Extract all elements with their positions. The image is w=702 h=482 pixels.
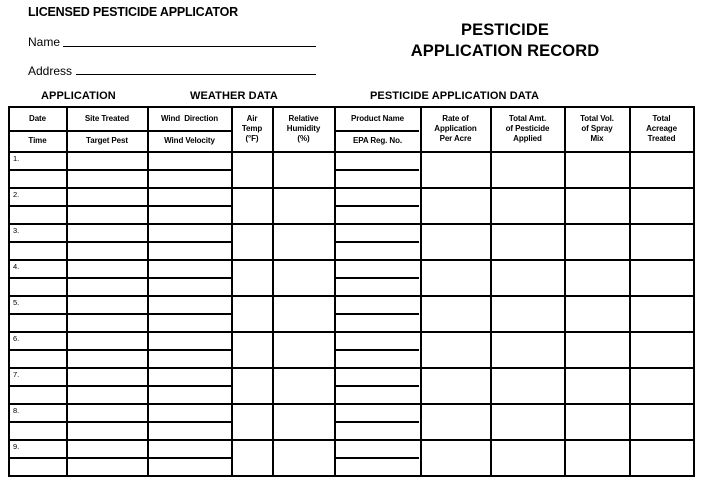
record-cell-site-target-top[interactable] [68, 153, 148, 170]
record-cell-product-epa-bottom[interactable] [336, 315, 421, 332]
record-cell-site-target-bottom[interactable] [68, 171, 148, 188]
record-cell-product-epa-bottom[interactable] [336, 387, 421, 404]
record-cell-total-vol[interactable] [566, 189, 630, 224]
record-cell-wind-top[interactable] [149, 333, 232, 350]
form-title-line-1: PESTICIDE [460, 21, 549, 39]
record-cell-date-time-top[interactable] [10, 441, 67, 458]
section-label-pesticide: PESTICIDE APPLICATION DATA [370, 90, 540, 102]
record-cell-wind-bottom[interactable] [149, 459, 232, 476]
record-cell-site-target-top[interactable] [68, 333, 148, 350]
record-cell-wind-top[interactable] [149, 153, 232, 170]
record-cell-total-amt[interactable] [492, 297, 565, 332]
record-cell-site-target-bottom[interactable] [68, 351, 148, 368]
col-header-total-acreage: Total Acreage Treated [646, 114, 677, 143]
record-cell-acreage[interactable] [631, 441, 694, 476]
record-cell-site-target-bottom[interactable] [68, 423, 148, 440]
record-cell-humidity[interactable] [274, 297, 335, 332]
record-number: 1. [13, 154, 20, 163]
record-cell-air-temp[interactable] [233, 153, 273, 188]
record-cell-total-amt[interactable] [492, 333, 565, 368]
record-cell-site-target-bottom[interactable] [68, 315, 148, 332]
record-cell-air-temp[interactable] [233, 189, 273, 224]
record-cell-site-target-bottom[interactable] [68, 243, 148, 260]
record-cell-acreage[interactable] [631, 333, 694, 368]
record-cell-site-target-bottom[interactable] [68, 207, 148, 224]
record-cell-site-target-top[interactable] [68, 441, 148, 458]
record-cell-humidity[interactable] [274, 369, 335, 404]
record-cell-date-time-top[interactable] [10, 333, 67, 350]
record-cell-site-target-top[interactable] [68, 261, 148, 278]
header-split-line [334, 130, 419, 132]
record-cell-wind-top[interactable] [149, 297, 232, 314]
header-split-line [8, 130, 66, 132]
record-cell-total-vol[interactable] [566, 441, 630, 476]
col-header-wind-direction: Wind Direction [160, 113, 219, 123]
record-cell-date-time-bottom[interactable] [10, 279, 67, 296]
col-header-product-name: Product Name [350, 113, 405, 123]
table-top-border [8, 106, 695, 108]
record-cell-total-vol[interactable] [566, 369, 630, 404]
record-cell-total-vol[interactable] [566, 261, 630, 296]
record-cell-product-epa-bottom[interactable] [336, 423, 421, 440]
record-cell-product-epa-bottom[interactable] [336, 351, 421, 368]
record-cell-site-target-bottom[interactable] [68, 459, 148, 476]
record-cell-wind-bottom[interactable] [149, 387, 232, 404]
record-number: 3. [13, 226, 20, 235]
col-header-relative-humidity: Relative Humidity (%) [286, 114, 321, 143]
record-cell-wind-bottom[interactable] [149, 315, 232, 332]
record-cell-acreage[interactable] [631, 261, 694, 296]
record-cell-air-temp[interactable] [233, 261, 273, 296]
record-cell-air-temp[interactable] [233, 297, 273, 332]
record-cell-humidity[interactable] [274, 189, 335, 224]
record-cell-total-vol[interactable] [566, 297, 630, 332]
record-cell-acreage[interactable] [631, 369, 694, 404]
record-cell-rate[interactable] [422, 369, 491, 404]
record-cell-date-time-top[interactable] [10, 297, 67, 314]
record-cell-date-time-top[interactable] [10, 369, 67, 386]
record-cell-total-vol[interactable] [566, 333, 630, 368]
address-label: Address [28, 64, 73, 78]
record-cell-date-time-top[interactable] [10, 153, 67, 170]
record-cell-rate[interactable] [422, 297, 491, 332]
record-cell-product-epa-bottom[interactable] [336, 207, 421, 224]
record-cell-total-vol[interactable] [566, 225, 630, 260]
record-cell-total-vol[interactable] [566, 405, 630, 440]
record-cell-site-target-bottom[interactable] [68, 279, 148, 296]
col-header-air-temp: Air Temp (°F) [241, 114, 263, 143]
record-cell-total-amt[interactable] [492, 189, 565, 224]
record-cell-site-target-top[interactable] [68, 405, 148, 422]
record-cell-wind-bottom[interactable] [149, 207, 232, 224]
record-cell-product-epa-top[interactable] [336, 261, 421, 278]
record-cell-rate[interactable] [422, 333, 491, 368]
col-header-time: Time [28, 136, 47, 145]
record-cell-air-temp[interactable] [233, 405, 273, 440]
record-cell-wind-top[interactable] [149, 225, 232, 242]
record-cell-rate[interactable] [422, 441, 491, 476]
record-cell-product-epa-bottom[interactable] [336, 279, 421, 296]
record-number: 2. [13, 190, 20, 199]
record-cell-rate[interactable] [422, 405, 491, 440]
record-cell-product-epa-top[interactable] [336, 297, 421, 314]
record-cell-rate[interactable] [422, 261, 491, 296]
col-header-total-amt-pesticide: Total Amt. of Pesticide Applied [505, 114, 550, 143]
record-cell-product-epa-top[interactable] [336, 441, 421, 458]
record-cell-wind-bottom[interactable] [149, 171, 232, 188]
record-cell-product-epa-top[interactable] [336, 333, 421, 350]
record-cell-humidity[interactable] [274, 261, 335, 296]
col-header-target-pest: Target Pest [86, 136, 128, 145]
record-cell-wind-top[interactable] [149, 261, 232, 278]
record-cell-acreage[interactable] [631, 225, 694, 260]
col-header-wind-velocity: Wind Velocity [164, 136, 215, 145]
record-cell-air-temp[interactable] [233, 225, 273, 260]
record-cell-product-epa-top[interactable] [336, 153, 421, 170]
table-bottom-border [8, 475, 695, 477]
applicator-heading: LICENSED PESTICIDE APPLICATOR [28, 5, 238, 19]
record-cell-total-vol[interactable] [566, 153, 630, 188]
col-header-date: Date [29, 113, 46, 123]
record-cell-product-epa-top[interactable] [336, 369, 421, 386]
record-number: 7. [13, 370, 20, 379]
record-cell-humidity[interactable] [274, 333, 335, 368]
record-cell-wind-top[interactable] [149, 369, 232, 386]
record-cell-product-epa-top[interactable] [336, 189, 421, 206]
record-cell-humidity[interactable] [274, 225, 335, 260]
record-cell-total-amt[interactable] [492, 441, 565, 476]
record-cell-wind-top[interactable] [149, 189, 232, 206]
record-cell-date-time-bottom[interactable] [10, 243, 67, 260]
record-cell-site-target-top[interactable] [68, 297, 148, 314]
col-header-epa-reg-no: EPA Reg. No. [352, 136, 403, 145]
table-right-border [693, 106, 695, 477]
record-cell-air-temp[interactable] [233, 369, 273, 404]
record-cell-date-time-top[interactable] [10, 225, 67, 242]
record-number: 4. [13, 262, 20, 271]
record-cell-humidity[interactable] [274, 441, 335, 476]
record-cell-date-time-bottom[interactable] [10, 171, 67, 188]
record-cell-date-time-top[interactable] [10, 261, 67, 278]
record-number: 8. [13, 406, 20, 415]
section-label-weather: WEATHER DATA [190, 90, 278, 102]
name-label: Name [28, 35, 61, 49]
record-cell-date-time-bottom[interactable] [10, 423, 67, 440]
record-number: 6. [13, 334, 20, 343]
header-split-line [66, 130, 147, 132]
record-cell-wind-top[interactable] [149, 405, 232, 422]
section-label-application: APPLICATION [41, 90, 116, 102]
record-cell-wind-bottom[interactable] [149, 351, 232, 368]
record-number: 5. [13, 298, 20, 307]
record-cell-product-epa-bottom[interactable] [336, 243, 421, 260]
record-cell-total-amt[interactable] [492, 225, 565, 260]
record-cell-date-time-top[interactable] [10, 189, 67, 206]
record-cell-total-amt[interactable] [492, 153, 565, 188]
record-cell-date-time-top[interactable] [10, 405, 67, 422]
record-cell-humidity[interactable] [274, 153, 335, 188]
record-cell-product-epa-bottom[interactable] [336, 459, 421, 476]
record-cell-date-time-bottom[interactable] [10, 351, 67, 368]
record-cell-wind-top[interactable] [149, 441, 232, 458]
record-cell-wind-bottom[interactable] [149, 279, 232, 296]
record-cell-acreage[interactable] [631, 189, 694, 224]
record-cell-product-epa-top[interactable] [336, 405, 421, 422]
record-cell-acreage[interactable] [631, 405, 694, 440]
record-cell-product-epa-bottom[interactable] [336, 171, 421, 188]
record-cell-total-amt[interactable] [492, 405, 565, 440]
record-number: 9. [13, 442, 20, 451]
record-cell-wind-bottom[interactable] [149, 243, 232, 260]
record-cell-rate[interactable] [422, 225, 491, 260]
col-header-site-treated: Site Treated [84, 113, 130, 123]
record-cell-acreage[interactable] [631, 153, 694, 188]
record-cell-total-amt[interactable] [492, 261, 565, 296]
header-split-line [147, 130, 231, 132]
record-cell-date-time-bottom[interactable] [10, 387, 67, 404]
record-cell-wind-bottom[interactable] [149, 423, 232, 440]
record-cell-site-target-bottom[interactable] [68, 387, 148, 404]
record-cell-rate[interactable] [422, 189, 491, 224]
record-cell-acreage[interactable] [631, 297, 694, 332]
col-header-rate-of-application: Rate of Application Per Acre [434, 114, 477, 143]
record-cell-date-time-bottom[interactable] [10, 207, 67, 224]
record-cell-product-epa-top[interactable] [336, 225, 421, 242]
form-title-line-2: APPLICATION RECORD [410, 42, 600, 60]
record-cell-site-target-top[interactable] [68, 189, 148, 206]
record-cell-date-time-bottom[interactable] [10, 459, 67, 476]
record-cell-date-time-bottom[interactable] [10, 315, 67, 332]
record-cell-site-target-top[interactable] [68, 369, 148, 386]
record-cell-air-temp[interactable] [233, 441, 273, 476]
record-cell-total-amt[interactable] [492, 369, 565, 404]
record-cell-rate[interactable] [422, 153, 491, 188]
col-header-total-vol-spray: Total Vol. of Spray Mix [580, 114, 614, 143]
record-cell-site-target-top[interactable] [68, 225, 148, 242]
record-cell-air-temp[interactable] [233, 333, 273, 368]
record-cell-humidity[interactable] [274, 405, 335, 440]
